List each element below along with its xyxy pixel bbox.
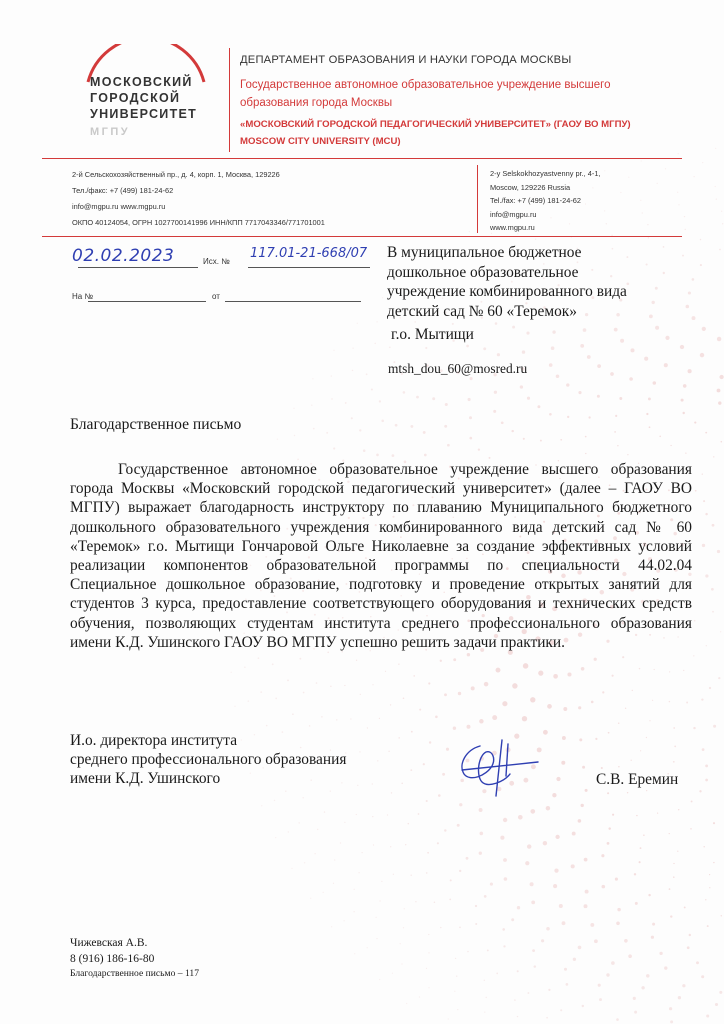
logo-line-3: УНИВЕРСИТЕТ [90, 107, 198, 121]
handwritten-signature [452, 736, 542, 798]
department-name: ДЕПАРТАМЕНТ ОБРАЗОВАНИЯ И НАУКИ ГОРОДА МОСКВЫ [240, 54, 572, 66]
position-line-2: среднего профессионального образования [70, 751, 347, 769]
contact-web: info@mgpu.ru www.mgpu.ru [72, 202, 166, 211]
contacts-russian [72, 167, 325, 231]
executor-info [70, 936, 154, 967]
outgoing-number-label: Исх. № [203, 257, 230, 266]
contact-codes: ОКПО 40124054, ОГРН 1027700141996 ИНН/КПП 7717043346/771701001 [72, 218, 325, 227]
institution-name: Государственное автономное образовательное учреждение высшего образования города Москвы [240, 79, 611, 109]
position-line-1: И.о. директора института [70, 732, 238, 749]
logo-abbreviation: МГПУ [90, 126, 131, 138]
header-divider-vertical [229, 48, 230, 152]
contact-address: 2-й Сельскохозяйственный пр., д. 4, корп. 1, Москва, 129226 [72, 170, 280, 179]
document-reference: Благодарственное письмо – 117 [70, 968, 199, 979]
addressee-town: г.о. Мытищи [391, 326, 474, 343]
logo-line-1: МОСКОВСКИЙ [90, 75, 193, 89]
addressee-email: mtsh_dou_60@mosred.ru [388, 361, 528, 376]
number-underline [248, 267, 370, 268]
position-line-3: имени К.Д. Ушинского [70, 770, 221, 788]
handwritten-outgoing-number: 117.01-21-668/07 [250, 246, 368, 261]
contact-en-line-5: www.mgpu.ru [490, 223, 535, 233]
header-divider-bottom [42, 236, 682, 237]
contact-en-line-4: info@mgpu.ru [490, 209, 537, 219]
addressee-block [387, 243, 692, 321]
contacts-divider [477, 165, 478, 233]
contacts-english [490, 167, 601, 235]
date-underline [78, 267, 198, 268]
addressee-line-1: В муниципальное бюджетное [387, 244, 582, 261]
outgoing-reference [72, 246, 377, 274]
logo-line-2: ГОРОДСКОЙ [90, 91, 181, 105]
incoming-number-blank [88, 301, 206, 302]
addressee-line-4: детский сад № 60 «Теремок» [387, 302, 577, 320]
institution-full-name: «МОСКОВСКИЙ ГОРОДСКОЙ ПЕДАГОГИЧЕСКИЙ УНИВЕРСИТЕТ» (ГАОУ ВО МГПУ) [240, 119, 631, 130]
executor-phone: 8 (916) 186-16-80 [70, 952, 155, 965]
handwritten-date: 02.02.2023 [72, 246, 175, 266]
incoming-number-label: На № [72, 292, 94, 301]
letter-body: Государственное автономное образовательное учреждение высшего образования города Москвы «Московский городской педагогический университет» (далее – ГАОУ ВО МГПУ) выражает благодарность инструктору по плаванию Муниципального бюджетного дошкольного образовательного учреждения комбинированного вида детский сад № 60 «Теремок» г.о. Мытищи Гончаровой Ольге Николаевне за создание эффективных условий реализации компонентов образовательной программы по специальности 44.02.04 Специальное дошкольное образование, подготовку и проведение открытых занятий для студентов 3 курса, предоставление соответствующего оборудования и технических средств обучения, позволяющих студентам института среднего профессионального образования имени К.Д. Ушинского ГАОУ ВО МГПУ успешно решить задачи практики. [70, 461, 692, 651]
letter-heading: Благодарственное письмо [70, 416, 242, 433]
addressee-line-2: дошкольное образовательное [387, 263, 579, 281]
signatory-name: С.В. Еремин [596, 771, 679, 788]
contact-en-line-1: 2-y Selskokhozyastvenny pr., 4-1, [490, 169, 601, 178]
contact-en-line-2: Moscow, 129226 Russia [490, 182, 571, 192]
signatory-position [70, 731, 346, 789]
incoming-reference [72, 292, 362, 308]
incoming-from-label: от [212, 292, 220, 301]
contact-phone: Тел./факс: +7 (499) 181-24-62 [72, 186, 174, 195]
executor-name: Чижевская А.В. [70, 937, 148, 949]
addressee-line-3: учреждение комбинированного вида [387, 283, 627, 300]
incoming-date-blank [225, 301, 361, 302]
university-logo-text [90, 74, 197, 122]
contact-en-line-3: Tel./fax: +7 (499) 181-24-62 [490, 196, 581, 206]
header-divider-top [42, 158, 682, 159]
institution-english-name: MOSCOW CITY UNIVERSITY (MCU) [240, 136, 401, 147]
